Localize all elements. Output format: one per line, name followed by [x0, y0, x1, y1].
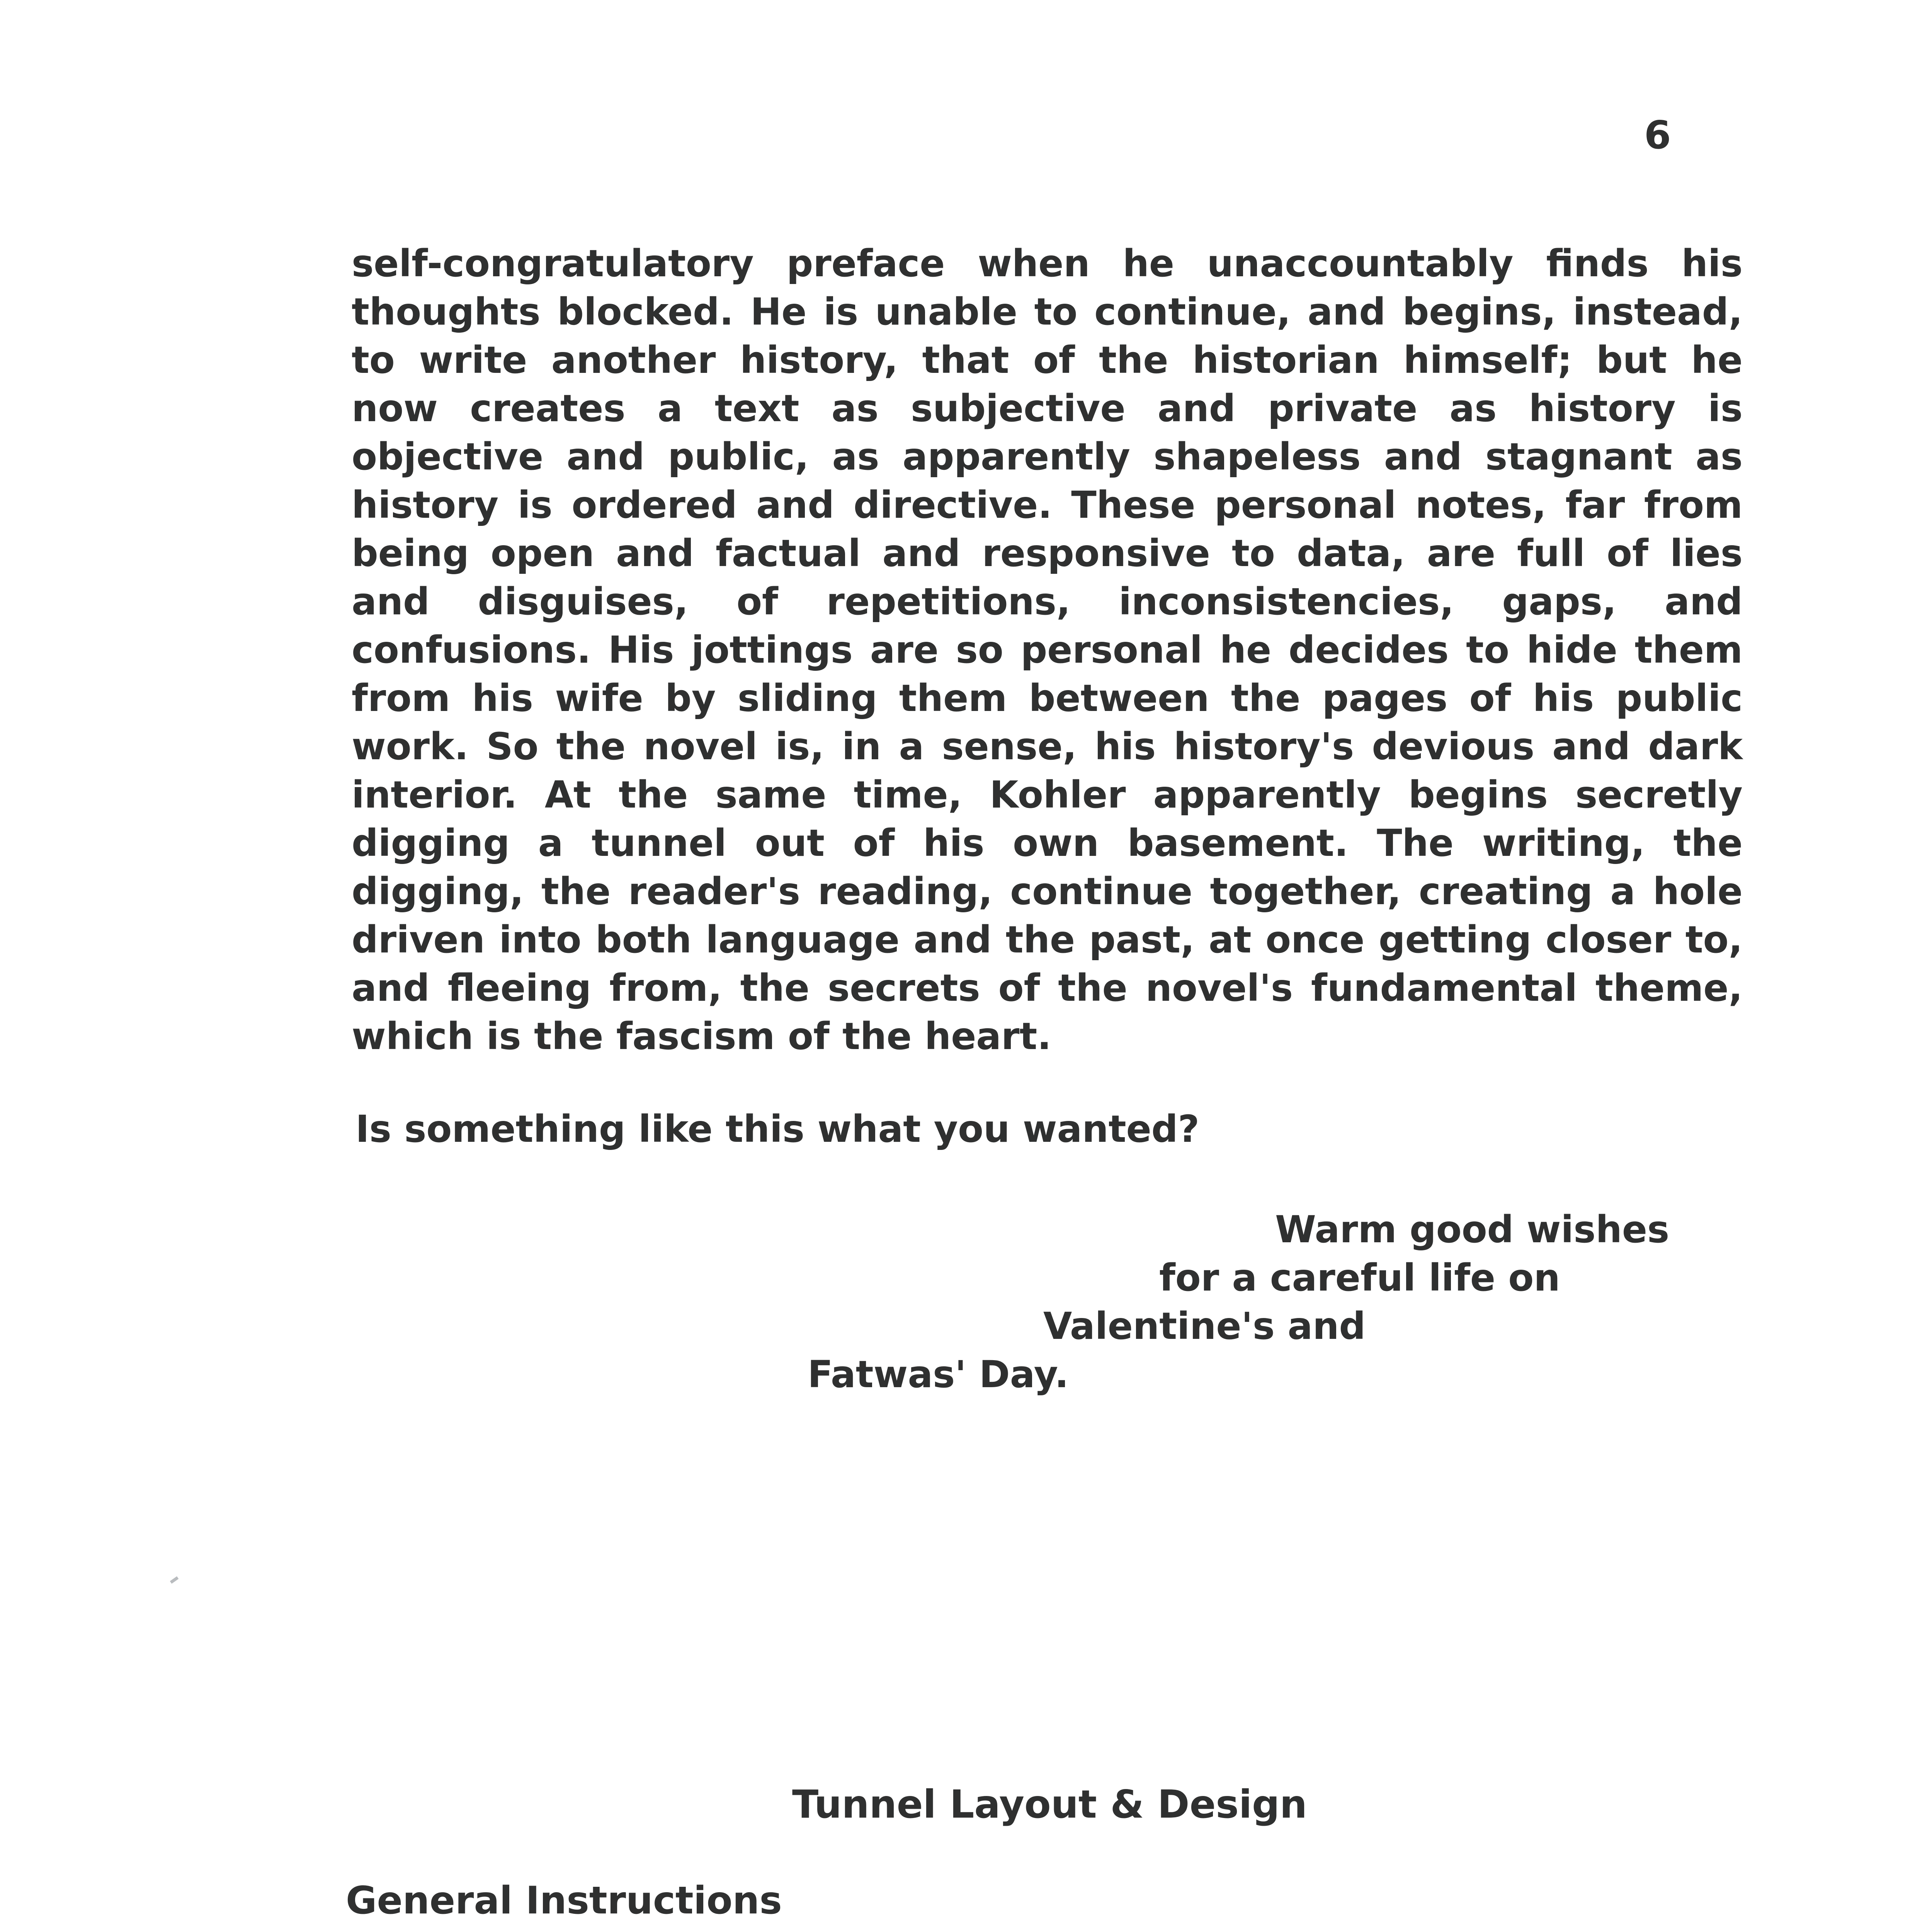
paragraph-line: which is the fascism of the heart. — [352, 1015, 1051, 1058]
subheading: General Instructions — [346, 1879, 782, 1923]
body-paragraph-1 — [352, 240, 1743, 1061]
paragraph-line: to write another history, that of the historian himself; but he — [352, 338, 1743, 382]
closing-line-2: for a careful life on — [1159, 1256, 1560, 1299]
paragraph-line: from his wife by sliding them between the pages of his public — [352, 677, 1743, 720]
paragraph-line: now creates a text as subjective and private as history is — [352, 387, 1743, 430]
paragraph-line: history is ordered and directive. These personal notes, far from — [352, 483, 1743, 527]
closing-line-4: Fatwas' Day. — [808, 1353, 1069, 1396]
paragraph-line: being open and factual and responsive to data, are full of lies — [352, 532, 1743, 575]
paragraph-line: work. So the novel is, in a sense, his history's devious and dark — [352, 725, 1743, 768]
paragraph-line: interior. At the same time, Kohler apparently begins secretly — [352, 773, 1743, 816]
paragraph-line: thoughts blocked. He is unable to continue, and begins, instead, — [352, 290, 1743, 333]
paragraph-line: digging a tunnel out of his own basement. The writing, the — [352, 821, 1743, 865]
scan-speck — [170, 1576, 179, 1583]
paragraph-line: confusions. His jottings are so personal he decides to hide them — [352, 628, 1743, 672]
closing-line-3: Valentine's and — [1043, 1304, 1366, 1348]
closing-line-1: Warm good wishes — [1275, 1208, 1670, 1251]
paragraph-line: self-congratulatory preface when he unaccountably finds his — [352, 242, 1743, 285]
paragraph-line: digging, the reader's reading, continue together, creating a hole — [352, 870, 1743, 913]
paragraph-line: and fleeing from, the secrets of the novel's fundamental theme, — [352, 966, 1743, 1010]
paragraph-line: objective and public, as apparently shapeless and stagnant as — [352, 435, 1743, 478]
paragraph-line: driven into both language and the past, at once getting closer to, — [352, 918, 1743, 961]
paragraph-line: and disguises, of repetitions, inconsistencies, gaps, and — [352, 580, 1743, 623]
question-line: Is something like this what you wanted? — [355, 1107, 1200, 1151]
section-title: Tunnel Layout & Design — [792, 1782, 1307, 1827]
page-number: 6 — [1644, 112, 1671, 158]
